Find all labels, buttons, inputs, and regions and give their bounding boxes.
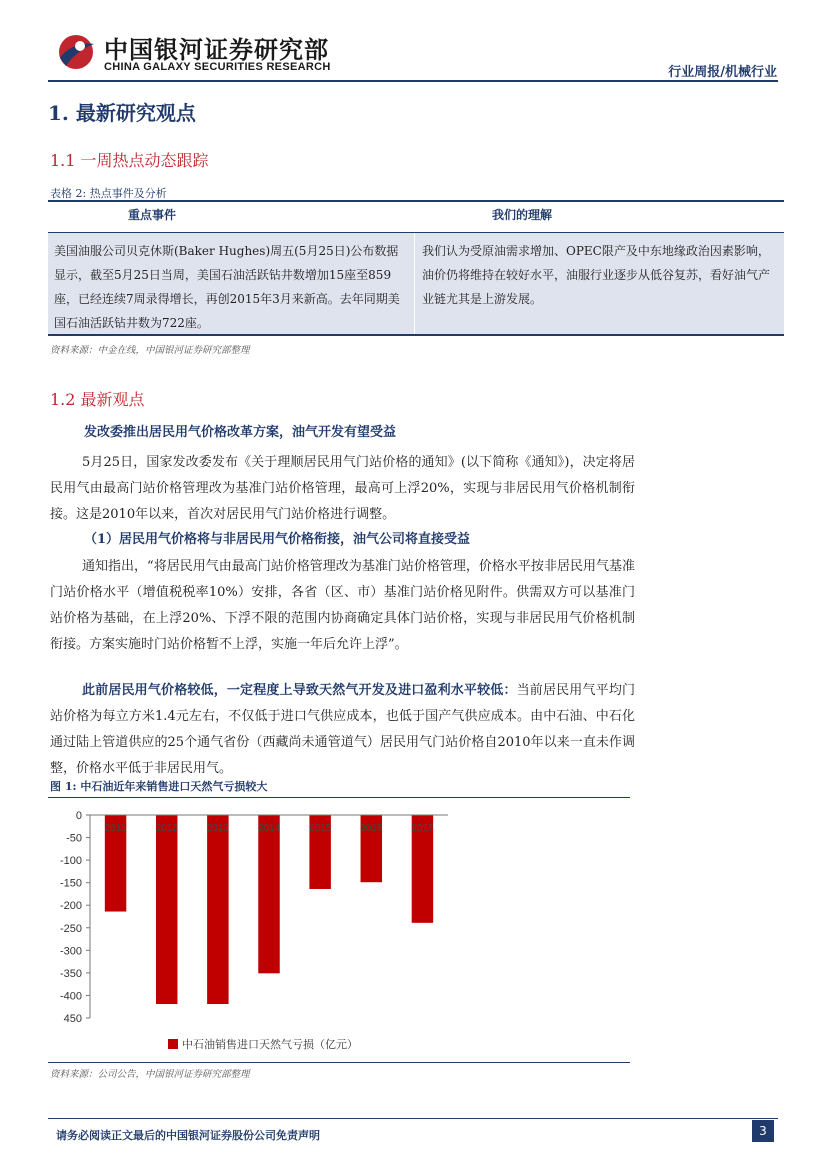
table-cell-view: 我们认为受原油需求增加、OPEC限产及中东地缘政治因素影响，油价仍将维持在较好水平，油服行业逐步从低谷复苏，看好油气产业链尤其是上游发展。 xyxy=(422,244,771,306)
x-category-label: 2012 xyxy=(155,823,178,834)
table-source: 资料来源：中金在线，中国银河证券研究部整理 xyxy=(50,345,250,356)
chart-bar xyxy=(156,815,177,1004)
subheading-1: （1）居民用气价格将与非居民用气价格衔接，油气公司将直接受益 xyxy=(84,532,471,547)
x-category-label: 2017 xyxy=(411,823,434,834)
chart-bar xyxy=(258,815,279,973)
headline: 发改委推出居民用气价格改革方案，油气开发有望受益 xyxy=(84,425,397,440)
chart-bar xyxy=(207,815,228,1004)
logo-chinese: 中国银河证券研究部 xyxy=(104,36,329,64)
legend-swatch xyxy=(168,1039,178,1049)
subsection-title-latest: 1.2 最新观点 xyxy=(50,390,145,409)
x-category-label: 2014 xyxy=(257,823,281,834)
table-top-rule xyxy=(48,200,784,202)
table-header-view: 我们的理解 xyxy=(492,208,553,222)
section-title: 1. 最新研究观点 xyxy=(48,101,196,125)
y-tick-label: -400 xyxy=(59,990,82,1003)
x-category-label: 2015 xyxy=(309,823,332,834)
footer-disclaimer: 请务必阅读正文最后的中国银河证券股份公司免责声明 xyxy=(56,1129,320,1142)
report-type: 行业周报/机械行业 xyxy=(668,65,777,80)
table-column-divider xyxy=(414,233,415,334)
table-cell-event: 美国油服公司贝克休斯(Baker Hughes)周五(5月25日)公布数据显示，截至5月25日当周，美国石油活跃钻井数增加15座至859座，已经连续7周录得增长，再创2015年3月来新高。去年同期美国石油活跃钻井数为722座。 xyxy=(54,244,400,330)
y-tick-label: -50 xyxy=(66,832,82,845)
paragraph-low-price-body: 当前居民用气平均门站价格为每立方米1.4元左右，不仅低于进口气供应成本，也低于国产气供应成本。由中石油、中石化通过陆上管道供应的25个通气省份（西藏尚未通管道气）居民用气门站价格自2010年以来一直未作调整，价格水平低于非居民用气。 xyxy=(50,683,635,776)
paragraph-notice: 通知指出，“将居民用气由最高门站价格管理改为基准门站价格管理，价格水平按非居民用气基准门站价格水平（增值税税率10%）安排，各省（区、市）基准门站价格见附件。供需双方可以基准门站价格为基础，在上浮20%、下浮不限的范围内协商确定具体门站价格，实现与非居民用气价格机制衔接。方案实施时门站价格暂不上浮，实施一年后允许上浮”。 xyxy=(50,559,635,652)
logo-english: CHINA GALAXY SECURITIES RESEARCH xyxy=(104,61,331,73)
y-tick-label: -250 xyxy=(59,922,82,935)
loss-bar-chart xyxy=(48,800,630,1062)
x-category-label: 2016 xyxy=(360,823,383,834)
legend-label: 中石油销售进口天然气亏损（亿元） xyxy=(182,1038,358,1051)
paragraph-low-price xyxy=(50,678,635,782)
y-tick-label: -100 xyxy=(59,855,82,868)
x-category-label: 2011 xyxy=(104,823,127,834)
paragraph-announcement: 5月25日，国家发改委发布《关于理顺居民用气门站价格的通知》(以下简称《通知》)，决定将居民用气由最高门站价格管理改为基准门站价格管理，最高可上浮20%，实现与非居民用气价格机制衔接。这是2010年以来，首次对居民用气门站价格进行调整。 xyxy=(50,455,635,522)
y-tick-label: 450 xyxy=(63,1013,82,1025)
subsection-title-hot: 1.1 一周热点动态跟踪 xyxy=(50,151,209,170)
figure-bottom-rule xyxy=(48,1062,630,1063)
y-tick-label: -350 xyxy=(59,967,82,980)
page-number: 3 xyxy=(752,1120,774,1142)
y-tick-label: 0 xyxy=(75,810,82,822)
galaxy-logo-icon xyxy=(56,32,96,72)
y-tick-label: -150 xyxy=(59,877,82,890)
figure-top-rule xyxy=(48,797,630,798)
figure-source: 资料来源：公司公告，中国银河证券研究部整理 xyxy=(50,1069,250,1080)
table-bottom-rule xyxy=(48,334,784,336)
footer-divider xyxy=(48,1118,778,1119)
y-tick-label: -200 xyxy=(59,900,82,913)
y-tick-label: -300 xyxy=(59,945,82,958)
x-category-label: 2013 xyxy=(206,823,229,834)
paragraph-low-price-lead: 此前居民用气价格较低，一定程度上导致天然气开发及进口盈利水平较低： xyxy=(82,683,517,698)
table-header-event: 重点事件 xyxy=(128,208,177,222)
table-caption: 表格 2: 热点事件及分析 xyxy=(50,187,167,200)
figure-title: 图 1: 中石油近年来销售进口天然气亏损较大 xyxy=(50,780,268,793)
header-divider xyxy=(48,80,778,82)
